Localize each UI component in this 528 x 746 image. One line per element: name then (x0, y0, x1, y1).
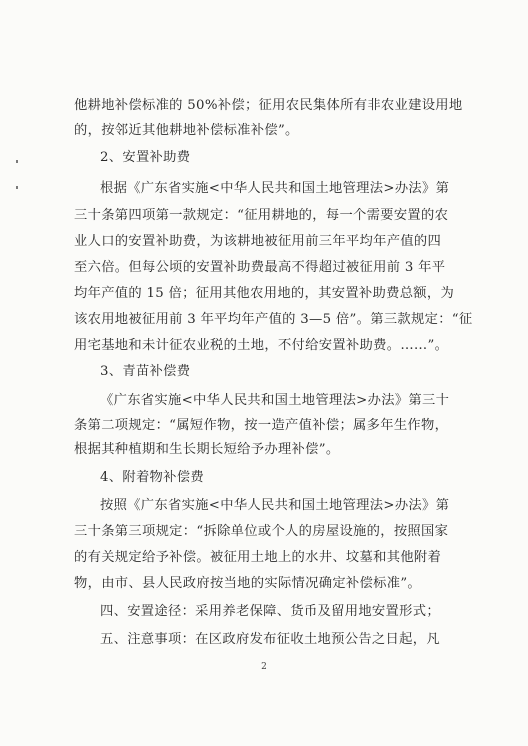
scan-mark (16, 186, 18, 189)
text-line: 五、注意事项：在区政府发布征收土地预公告之日起，凡 (100, 632, 440, 647)
text-line: 至六倍。但每公顷的安置补助费最高不得超过被征用前 3 年平 (74, 260, 446, 275)
scan-mark (16, 160, 18, 163)
section-heading: 四、安置途径：采用养老保障、货币及留用地安置形式； (100, 604, 440, 619)
text-line: 按照《广东省实施<中华人民共和国土地管理法>办法》第 (100, 498, 450, 513)
text-line: 条第二项规定：“属短作物，按一造产值补偿；属多年生作物， (74, 418, 449, 433)
text-line: 物，由市、县人民政府按当地的实际情况确定补偿标准”。 (74, 576, 422, 591)
text-line: 根据其种植期和生长期长短给予办理补偿”。 (74, 442, 340, 457)
text-line: 的有关规定给予补偿。被征用土地上的水井、坟墓和其他附着 (74, 550, 442, 565)
text-line: 他耕地补偿标准的 50%补偿；征用农民集体所有非农业建设用地 (74, 98, 463, 113)
section-heading: 2、安置补助费 (100, 150, 191, 165)
text-line: 均年产值的 15 倍；征用其他农用地的，其安置补助费总额，为 (74, 286, 455, 301)
text-line: 三十条第四项第一款规定：“征用耕地的，每一个需要安置的农 (74, 208, 449, 223)
text-line: 三十条第三项规定：“拆除单位或个人的房屋设施的，按照国家 (74, 524, 449, 539)
section-heading: 3、青苗补偿费 (100, 364, 191, 379)
text-line: 该农用地被征用前 3 年平均年产值的 3—5 倍”。第三款规定：“征 (74, 312, 473, 327)
text-line: 用宅基地和未计征农业税的土地，不付给安置补助费。……”。 (74, 338, 449, 353)
text-line: 根据《广东省实施<中华人民共和国土地管理法>办法》第 (100, 181, 450, 196)
text-line: 《广东省实施<中华人民共和国土地管理法>办法》第三十 (100, 393, 450, 408)
section-heading: 4、附着物补偿费 (100, 470, 204, 485)
text-line: 的，按邻近其他耕地补偿标准补偿”。 (74, 123, 299, 138)
text-line: 业人口的安置补助费，为该耕地被征用前三年平均年产值的四 (74, 234, 442, 249)
page-number: 2 (261, 662, 267, 672)
